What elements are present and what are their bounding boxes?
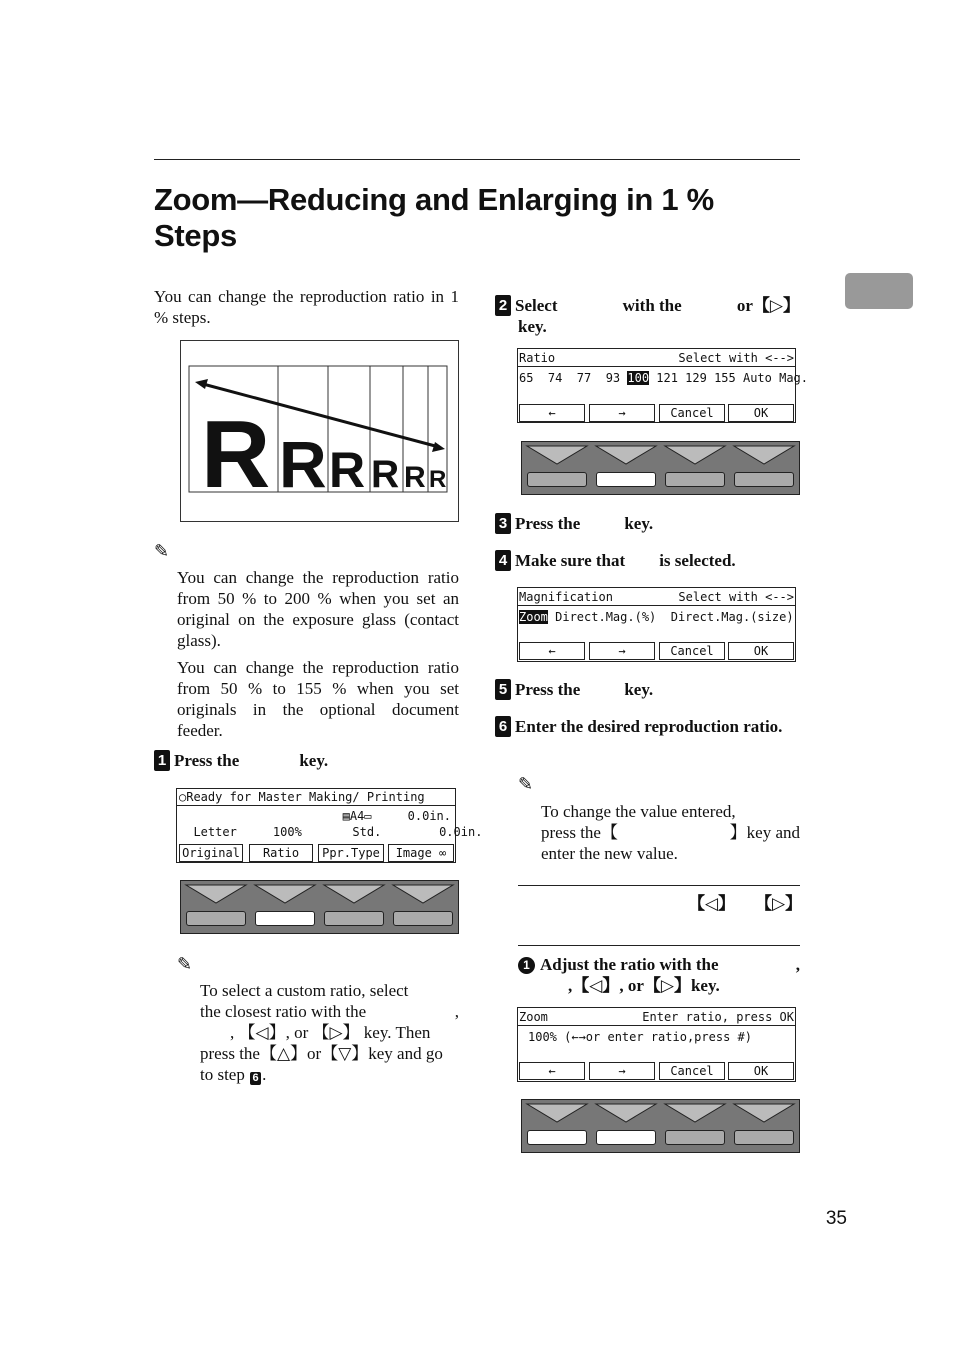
key-led-3[interactable]: [324, 911, 384, 926]
zoom-r-diagram: [181, 341, 458, 521]
substep-text: Adjust the ratio with the: [540, 955, 719, 974]
ratio-options: 121 129 155 Auto Mag.: [649, 371, 809, 385]
original-softkey[interactable]: Original: [179, 844, 243, 862]
cancel-softkey[interactable]: Cancel: [659, 1062, 725, 1080]
lcd-hint: Select with <-->: [678, 351, 794, 365]
selected-ratio[interactable]: 100: [627, 371, 650, 385]
cancel-softkey[interactable]: Cancel: [659, 642, 725, 660]
lcd-ready-screen: [176, 788, 483, 863]
ratio-options: 65 74 77 93: [519, 371, 628, 385]
right-arrow-softkey[interactable]: →: [589, 404, 655, 422]
left-key-label: 【◁】: [688, 894, 736, 913]
lcd-mode-list: [519, 610, 794, 624]
step-text: is selected.: [659, 551, 736, 570]
pencil-note-icon: ✎: [518, 774, 534, 795]
step-3: [495, 513, 800, 534]
page-title: Zoom—Reducing and Enlarging in 1 % Steps: [154, 182, 714, 253]
chapter-tab: [845, 273, 913, 309]
header-rule: [154, 159, 800, 160]
selection-keys-panel: [180, 880, 459, 934]
right-arrow-softkey[interactable]: →: [589, 642, 655, 660]
key-led-4[interactable]: [734, 1130, 794, 1145]
lcd-ratio-screen: [517, 348, 809, 423]
left-arrow-softkey[interactable]: ←: [519, 1062, 585, 1080]
key-led-1[interactable]: [527, 472, 587, 487]
lcd-title: Zoom: [519, 1010, 548, 1024]
image-softkey[interactable]: Image ∞: [388, 844, 454, 862]
step-4: [495, 550, 800, 571]
lcd-zoom-screen: [517, 1007, 796, 1082]
step-number: 4: [495, 550, 511, 571]
substep-text: ,: [795, 955, 800, 974]
step-2: [495, 295, 800, 337]
step-text: key.: [624, 514, 654, 533]
cancel-softkey[interactable]: Cancel: [659, 404, 725, 422]
selection-keys-panel: [521, 1099, 800, 1153]
note2-line: .: [262, 1065, 267, 1084]
substep-1: [518, 954, 800, 996]
selection-key-arrows: [522, 1100, 799, 1130]
pencil-note-icon: ✎: [177, 954, 193, 975]
key-led-3[interactable]: [665, 472, 725, 487]
step-number: 2: [495, 295, 511, 316]
ratio-softkey[interactable]: Ratio: [249, 844, 313, 862]
step-5: [495, 679, 800, 700]
note2-line: To select a custom ratio, select: [200, 981, 409, 1000]
selection-key-arrows: [181, 881, 458, 911]
note2-line: ,: [454, 1002, 459, 1021]
substep-text: ,【◁】, or【▷】key.: [568, 976, 720, 995]
step-number: 3: [495, 513, 511, 534]
step-6: [495, 716, 800, 737]
lcd-magnification-screen: [517, 587, 796, 662]
lcd-status-line: ○Ready for Master Making/ Printing: [179, 790, 425, 804]
step-number: 5: [495, 679, 511, 700]
svg-text:R: R: [404, 461, 426, 494]
note3-line: press the【: [541, 823, 618, 842]
svg-text:R: R: [429, 466, 447, 493]
zoom-illustration: [180, 340, 459, 522]
step-1: [154, 750, 459, 771]
key-led-1[interactable]: [186, 911, 246, 926]
note2-line: the closest ratio with the: [200, 1002, 367, 1021]
key-led-4[interactable]: [393, 911, 453, 926]
svg-text:R: R: [371, 453, 400, 496]
step-text: key.: [518, 317, 547, 336]
note3-line: enter the new value.: [541, 844, 678, 863]
lcd-hint: Select with <-->: [678, 590, 794, 604]
note2-line: press the【△】or【▽】key and go: [200, 1044, 443, 1063]
svg-text:R: R: [201, 401, 271, 508]
step-text: or【▷】: [736, 296, 800, 315]
key-led-2[interactable]: [255, 911, 315, 926]
page-number: 35: [825, 1208, 847, 1229]
step-text: with the: [622, 296, 682, 315]
step-text: key.: [299, 751, 329, 770]
step-text: Make sure that: [515, 551, 626, 570]
key-led-2[interactable]: [596, 1130, 656, 1145]
step-number: 1: [154, 750, 170, 771]
left-arrow-softkey[interactable]: ←: [519, 404, 585, 422]
lcd-paper-line: ▤A4▭ 0.0in.: [342, 809, 451, 823]
lcd-hint: Enter ratio, press OK: [642, 1010, 794, 1024]
step-text: Press the: [515, 680, 581, 699]
key-led-3[interactable]: [665, 1130, 725, 1145]
zoom-option[interactable]: Zoom: [519, 610, 548, 624]
paper-type-softkey[interactable]: Ppr.Type: [318, 844, 384, 862]
lcd-ratio-entry: 100% (←→or enter ratio,press #): [528, 1030, 752, 1044]
right-arrow-softkey[interactable]: →: [589, 1062, 655, 1080]
note2-line: to step: [200, 1065, 245, 1084]
ok-softkey[interactable]: OK: [728, 1062, 794, 1080]
lcd-title: Ratio: [519, 351, 556, 365]
step-text: Enter the desired reproduction ratio.: [515, 717, 783, 736]
step-text: Press the: [515, 514, 581, 533]
lcd-ratio-list: [519, 371, 808, 385]
step-text: key.: [624, 680, 654, 699]
ok-softkey[interactable]: OK: [728, 404, 794, 422]
substep-number: 1: [518, 957, 535, 974]
lcd-title: Magnification: [519, 590, 613, 604]
mag-options: Direct.Mag.(%) Direct.Mag.(size): [547, 610, 794, 624]
key-led-1[interactable]: [527, 1130, 587, 1145]
ok-softkey[interactable]: OK: [728, 642, 794, 660]
step-number: 6: [495, 716, 511, 737]
right-key-label: 【▷】: [755, 894, 803, 913]
key-led-2[interactable]: [596, 472, 656, 487]
step-text: Select: [515, 296, 558, 315]
svg-text:R: R: [329, 442, 366, 498]
step-ref: 6: [250, 1072, 261, 1085]
note2-line: , 【◁】, or 【▷】 key. Then: [230, 1023, 431, 1042]
note3-text: [541, 801, 800, 864]
step-text: Press the: [174, 751, 240, 770]
note3-line: 】key and: [729, 823, 800, 842]
note3-line: To change the value entered,: [541, 802, 736, 821]
section-rule: [518, 945, 800, 946]
lcd-settings-line: Letter 100% Std. 0.0in.: [179, 825, 483, 839]
intro-text: You can change the reproduction ratio in 1 % steps.: [154, 287, 459, 327]
selection-keys-panel: [521, 441, 800, 495]
note2-text: [200, 980, 459, 1085]
note1-paragraph2: You can change the reproduction ratio from 50 % to 155 % when you set originals in the optional document feeder.: [177, 658, 459, 740]
selection-key-arrows: [522, 442, 799, 472]
left-arrow-softkey[interactable]: ←: [519, 642, 585, 660]
note1-paragraph1: You can change the reproduction ratio from 50 % to 200 % when you set an original on the exposure glass (contact glass).: [177, 568, 459, 650]
key-led-4[interactable]: [734, 472, 794, 487]
pencil-note-icon: ✎: [154, 541, 170, 562]
svg-text:R: R: [279, 427, 327, 501]
section-rule: [518, 885, 800, 886]
